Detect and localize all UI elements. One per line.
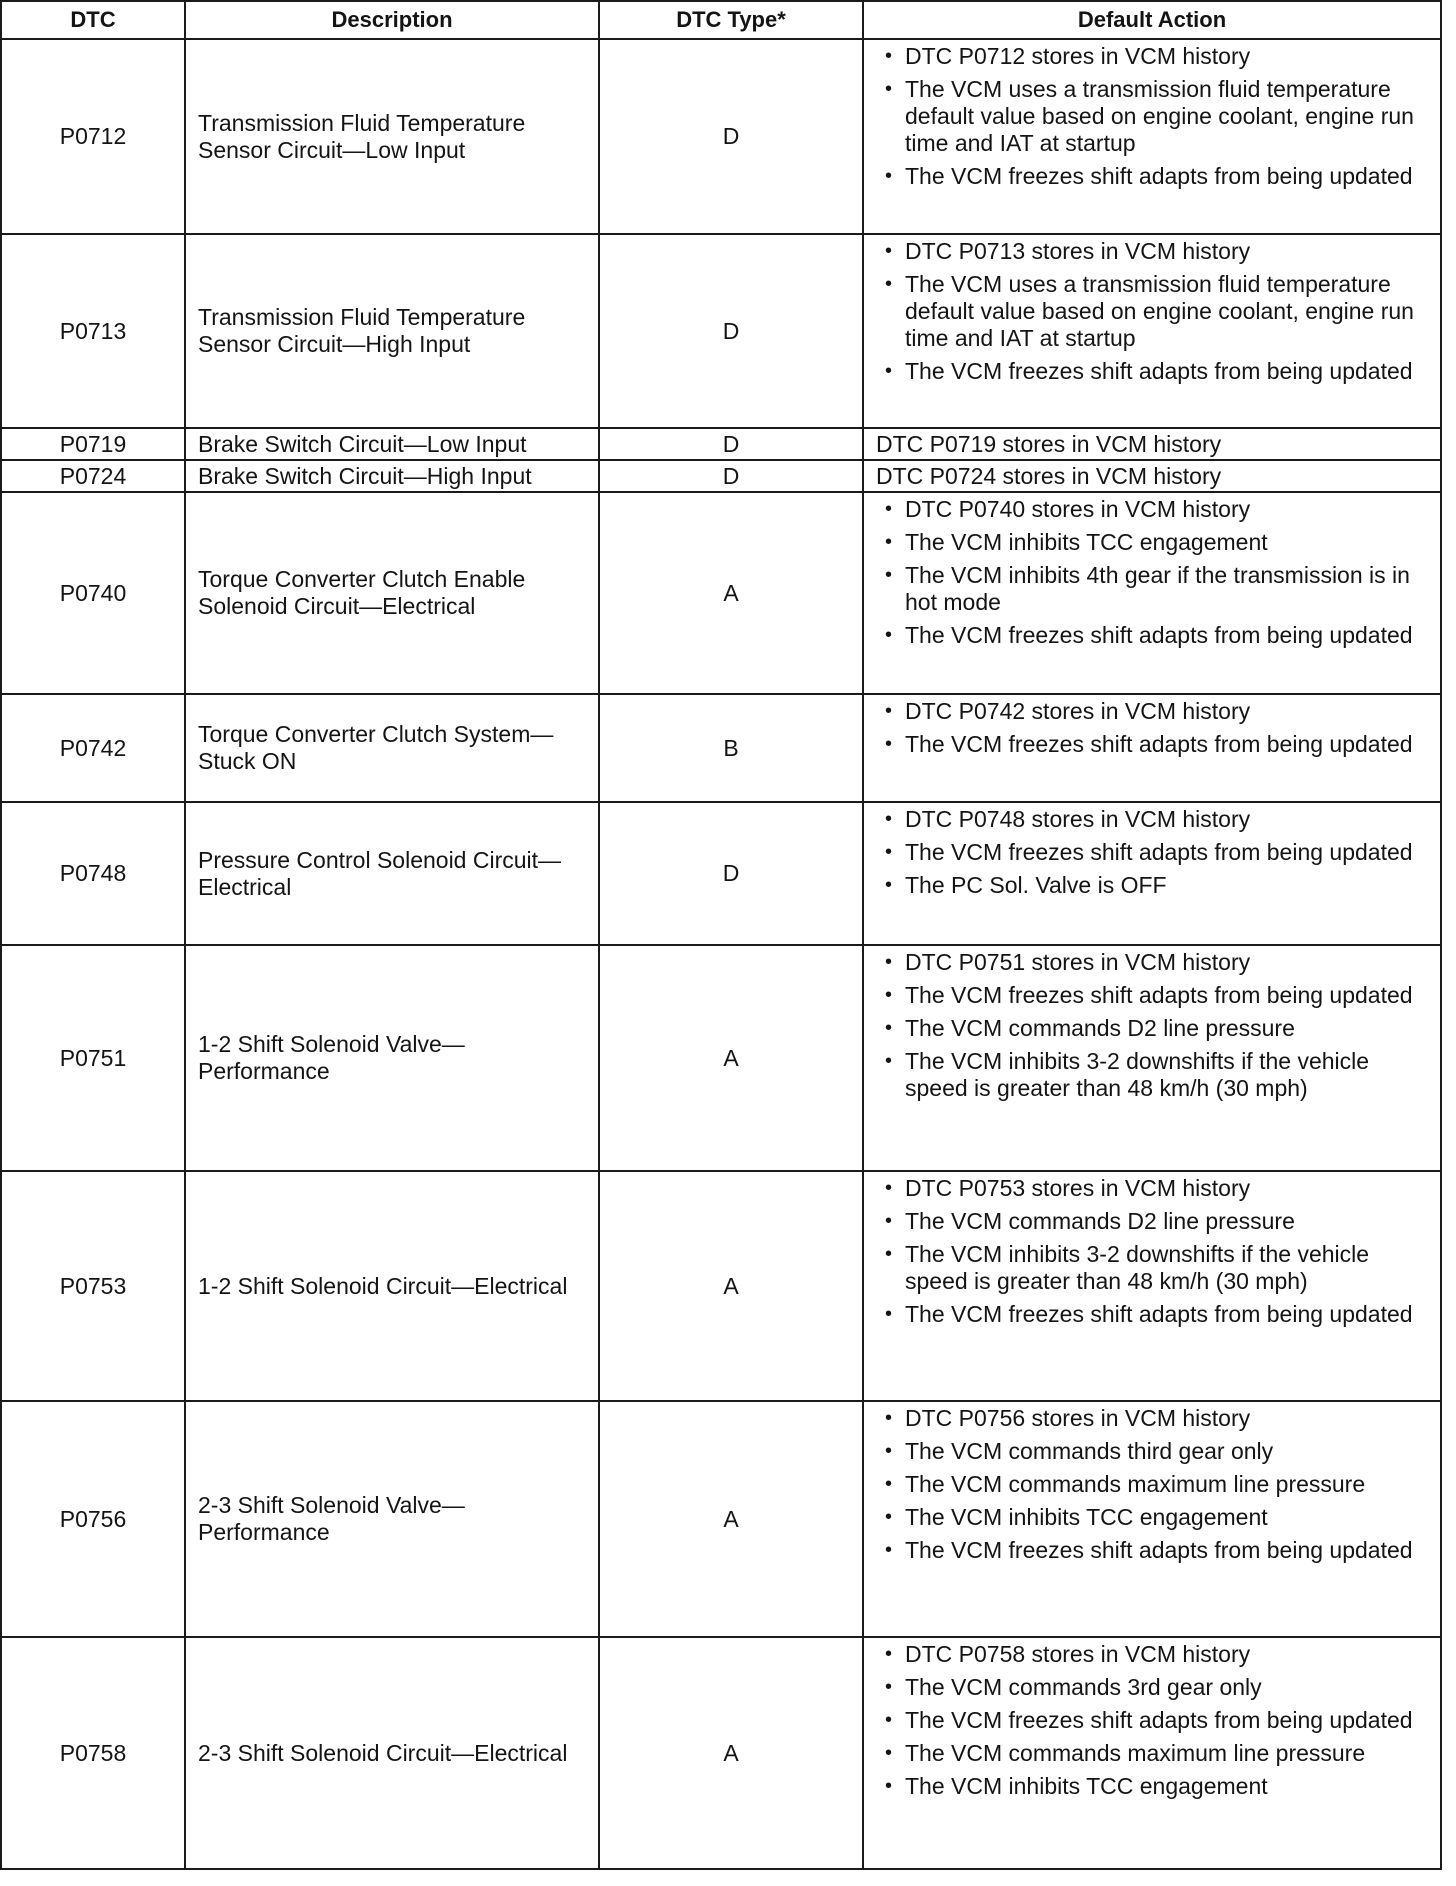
action-item: • The VCM inhibits 3-2 downshifts if the vehicle speed is greater than 48 km/h (30 mph) [876,1048,1432,1102]
action-item: • DTC P0713 stores in VCM history [876,238,1432,265]
default-action [863,492,1441,694]
action-item: • The PC Sol. Valve is OFF [876,872,1432,899]
dtc-code: P0753 [1,1171,185,1401]
table-row [1,1171,1441,1401]
action-item: • DTC P0742 stores in VCM history [876,698,1432,725]
table-row [1,234,1441,428]
action-item: • The VCM inhibits TCC engagement [876,1504,1432,1531]
table-row [1,694,1441,802]
action-item: • The VCM inhibits 4th gear if the transmission is in hot mode [876,562,1432,616]
action-list [876,238,1432,385]
dtc-description: 2-3 Shift Solenoid Valve—Performance [185,1401,599,1637]
dtc-code: P0724 [1,460,185,492]
dtc-code: P0719 [1,428,185,460]
action-item: • DTC P0758 stores in VCM history [876,1641,1432,1668]
action-item: • The VCM freezes shift adapts from being updated [876,358,1432,385]
action-item: • The VCM inhibits TCC engagement [876,1773,1432,1800]
default-action [863,39,1441,234]
default-action [863,1401,1441,1637]
dtc-description: Torque Converter Clutch Enable Solenoid Circuit—Electrical [185,492,599,694]
action-item: • DTC P0748 stores in VCM history [876,806,1432,833]
action-list [876,496,1432,649]
header-default-action: Default Action [863,1,1441,39]
action-list [876,1175,1432,1328]
action-item: • The VCM inhibits TCC engagement [876,529,1432,556]
dtc-type: D [599,802,863,945]
table-row [1,945,1441,1171]
dtc-code: P0748 [1,802,185,945]
dtc-type: D [599,39,863,234]
table-row [1,802,1441,945]
dtc-type: A [599,1171,863,1401]
action-item: • The VCM commands D2 line pressure [876,1015,1432,1042]
dtc-description: 1-2 Shift Solenoid Circuit—Electrical [185,1171,599,1401]
action-item: • DTC P0753 stores in VCM history [876,1175,1432,1202]
action-item: • DTC P0712 stores in VCM history [876,43,1432,70]
dtc-description: 2-3 Shift Solenoid Circuit—Electrical [185,1637,599,1869]
action-list [876,698,1432,758]
action-list [876,949,1432,1102]
header-dtc: DTC [1,1,185,39]
action-item: • The VCM freezes shift adapts from being updated [876,1301,1432,1328]
dtc-code: P0713 [1,234,185,428]
action-item: • The VCM freezes shift adapts from being updated [876,622,1432,649]
dtc-type: A [599,945,863,1171]
action-item: • DTC P0740 stores in VCM history [876,496,1432,523]
dtc-type: A [599,1401,863,1637]
action-item: • The VCM freezes shift adapts from being updated [876,1707,1432,1734]
dtc-description: Torque Converter Clutch System—Stuck ON [185,694,599,802]
action-list [876,1641,1432,1800]
table-row [1,39,1441,234]
default-action: DTC P0719 stores in VCM history [863,428,1441,460]
action-item: • The VCM commands 3rd gear only [876,1674,1432,1701]
default-action [863,802,1441,945]
action-item: • The VCM uses a transmission fluid temperature default value based on engine coolant, engine run time and IAT at startup [876,271,1432,352]
dtc-type: B [599,694,863,802]
table-row [1,492,1441,694]
action-item: • The VCM freezes shift adapts from being updated [876,982,1432,1009]
action-item: • The VCM commands maximum line pressure [876,1740,1432,1767]
default-action [863,234,1441,428]
dtc-code: P0740 [1,492,185,694]
dtc-code: P0758 [1,1637,185,1869]
action-item: • The VCM inhibits 3-2 downshifts if the vehicle speed is greater than 48 km/h (30 mph) [876,1241,1432,1295]
dtc-code: P0712 [1,39,185,234]
dtc-description: Brake Switch Circuit—Low Input [185,428,599,460]
dtc-type: D [599,460,863,492]
action-item: • The VCM commands maximum line pressure [876,1471,1432,1498]
action-item: • The VCM freezes shift adapts from being updated [876,1537,1432,1564]
header-row [1,1,1441,39]
action-list [876,43,1432,190]
default-action [863,694,1441,802]
action-item: • The VCM freezes shift adapts from being updated [876,839,1432,866]
dtc-type: D [599,428,863,460]
action-item: • The VCM freezes shift adapts from being updated [876,163,1432,190]
table-row [1,1401,1441,1637]
table-row [1,428,1441,460]
dtc-type: D [599,234,863,428]
dtc-code: P0742 [1,694,185,802]
table-body [1,39,1441,1869]
default-action [863,945,1441,1171]
action-list [876,1405,1432,1564]
dtc-description: Pressure Control Solenoid Circuit—Electrical [185,802,599,945]
dtc-description: 1-2 Shift Solenoid Valve—Performance [185,945,599,1171]
default-action [863,1637,1441,1869]
action-list [876,806,1432,899]
dtc-description: Transmission Fluid Temperature Sensor Circuit—High Input [185,234,599,428]
default-action: DTC P0724 stores in VCM history [863,460,1441,492]
dtc-type: A [599,492,863,694]
dtc-description: Brake Switch Circuit—High Input [185,460,599,492]
action-item: • DTC P0751 stores in VCM history [876,949,1432,976]
action-item: • The VCM commands D2 line pressure [876,1208,1432,1235]
dtc-code: P0756 [1,1401,185,1637]
table-row [1,1637,1441,1869]
action-item: • DTC P0756 stores in VCM history [876,1405,1432,1432]
header-description: Description [185,1,599,39]
dtc-type: A [599,1637,863,1869]
action-item: • The VCM uses a transmission fluid temperature default value based on engine coolant, engine run time and IAT at startup [876,76,1432,157]
dtc-description: Transmission Fluid Temperature Sensor Circuit—Low Input [185,39,599,234]
action-item: • The VCM freezes shift adapts from being updated [876,731,1432,758]
table-row [1,460,1441,492]
action-item: • The VCM commands third gear only [876,1438,1432,1465]
default-action [863,1171,1441,1401]
header-dtc-type: DTC Type* [599,1,863,39]
dtc-code: P0751 [1,945,185,1171]
